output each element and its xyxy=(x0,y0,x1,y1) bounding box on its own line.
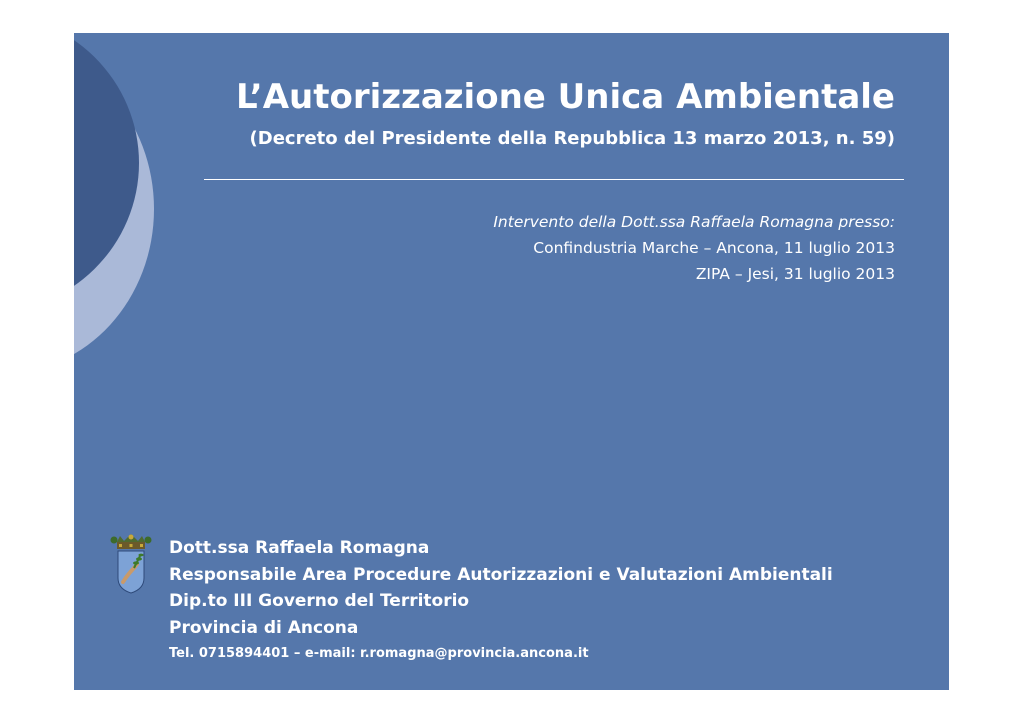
contact-block xyxy=(169,535,833,665)
intro-line-event-1: Confindustria Marche – Ancona, 11 luglio 2013 xyxy=(533,239,895,257)
divider xyxy=(204,179,904,180)
contact-organization: Provincia di Ancona xyxy=(169,617,359,638)
intro-line-event-2: ZIPA – Jesi, 31 luglio 2013 xyxy=(695,265,895,283)
contact-department: Dip.to III Governo del Territorio xyxy=(169,591,470,611)
provincia-ancona-coat-of-arms-icon xyxy=(110,534,152,594)
contact-name: Dott.ssa Raffaela Romagna xyxy=(169,538,430,558)
intro-block xyxy=(493,209,895,287)
contact-details: Tel. 0715894401 – e-mail: r.romagna@provincia.ancona.it xyxy=(169,646,589,661)
intro-line-speaker: Intervento della Dott.ssa Raffaela Romagna presso: xyxy=(493,213,895,231)
slide-subtitle: (Decreto del Presidente della Repubblica 13 marzo 2013, n. 59) xyxy=(249,128,895,149)
slide xyxy=(74,33,949,690)
slide-title: L’Autorizzazione Unica Ambientale xyxy=(235,77,895,117)
contact-role: Responsabile Area Procedure Autorizzazioni e Valutazioni Ambientali xyxy=(169,564,833,585)
